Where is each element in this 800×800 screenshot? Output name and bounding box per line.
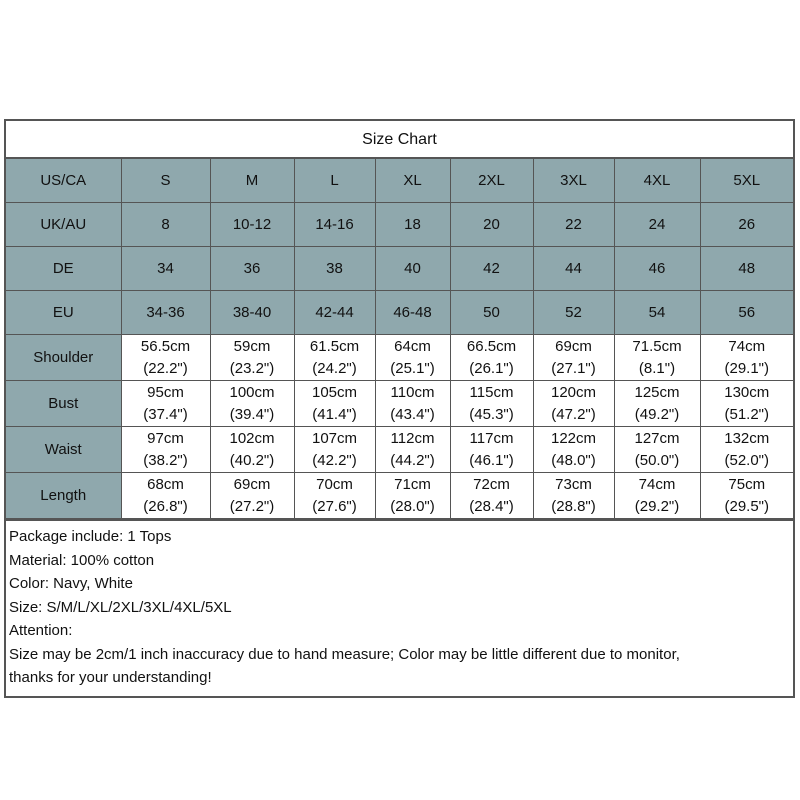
size-cell: 42 <box>450 247 533 291</box>
inch-value: (28.0") <box>390 497 435 515</box>
inch-value: (39.4") <box>229 405 275 423</box>
size-cell: 48 <box>700 247 793 291</box>
measure-cell <box>533 381 614 427</box>
cm-value: 132cm <box>724 429 770 447</box>
size-row-uk-au <box>6 203 793 247</box>
row-label: Bust <box>6 381 121 427</box>
size-cell: 5XL <box>700 159 793 203</box>
measure-cell <box>533 427 614 473</box>
inch-value: (43.4") <box>390 405 435 423</box>
cm-value: 117cm <box>469 429 514 447</box>
size-cell: 20 <box>450 203 533 247</box>
note-line: Material: 100% cotton <box>9 551 155 569</box>
size-cell: 4XL <box>614 159 700 203</box>
measure-row-bust <box>6 381 793 427</box>
cm-value: 127cm <box>634 429 680 447</box>
measure-cell <box>700 473 793 519</box>
measure-cell <box>450 381 533 427</box>
inch-value: (25.1") <box>390 359 435 377</box>
cm-value: 71cm <box>394 475 431 493</box>
cm-value: 74cm <box>638 475 676 493</box>
cm-value: 120cm <box>550 383 597 401</box>
size-table <box>6 159 793 519</box>
inch-value: (8.1") <box>638 359 676 377</box>
row-label: DE <box>6 247 121 291</box>
size-cell: 44 <box>533 247 614 291</box>
measure-cell <box>614 381 700 427</box>
inch-value: (48.0") <box>551 451 596 469</box>
cm-value: 56.5cm <box>140 337 191 355</box>
measure-cell <box>294 381 375 427</box>
measure-cell <box>121 427 210 473</box>
inch-value: (46.1") <box>469 451 514 469</box>
measure-cell <box>533 335 614 381</box>
measure-cell <box>294 473 375 519</box>
cm-value: 100cm <box>229 383 275 401</box>
inch-value: (52.0") <box>724 451 769 469</box>
inch-value: (29.2") <box>634 497 680 515</box>
size-cell: 3XL <box>533 159 614 203</box>
row-label: UK/AU <box>6 203 121 247</box>
measure-cell <box>700 381 793 427</box>
inch-value: (22.2") <box>143 359 188 377</box>
measure-cell <box>450 427 533 473</box>
row-label: Length <box>6 473 121 519</box>
cm-value: 97cm <box>147 429 184 447</box>
inch-value: (27.2") <box>229 497 275 515</box>
size-cell: 40 <box>375 247 450 291</box>
size-cell: 46 <box>614 247 700 291</box>
note-line: Size: S/M/L/XL/2XL/3XL/4XL/5XL <box>9 598 232 616</box>
cm-value: 64cm <box>394 337 431 355</box>
note-line: Package include: 1 Tops <box>9 528 172 545</box>
cm-value: 69cm <box>555 337 592 355</box>
size-cell: 8 <box>121 203 210 247</box>
measure-cell <box>614 473 700 519</box>
inch-value: (42.2") <box>312 451 357 469</box>
size-cell: 34-36 <box>121 291 210 335</box>
note-line: thanks for your understanding! <box>9 669 212 686</box>
cm-value: 110cm <box>390 383 435 401</box>
inch-value: (26.1") <box>469 359 514 377</box>
size-cell: 10-12 <box>210 203 294 247</box>
measure-cell <box>375 427 450 473</box>
cm-value: 122cm <box>550 429 597 447</box>
cm-value: 102cm <box>229 429 275 447</box>
size-cell: 24 <box>614 203 700 247</box>
measure-row-shoulder <box>6 335 793 381</box>
size-cell: 36 <box>210 247 294 291</box>
measure-cell <box>700 335 793 381</box>
size-cell: 2XL <box>450 159 533 203</box>
cm-value: 115cm <box>469 383 514 401</box>
measure-cell <box>210 335 294 381</box>
size-chart <box>4 119 795 698</box>
cm-value: 69cm <box>233 475 271 493</box>
size-cell: 18 <box>375 203 450 247</box>
cm-value: 61.5cm <box>309 337 360 355</box>
size-cell: 42-44 <box>294 291 375 335</box>
cm-value: 105cm <box>311 383 358 401</box>
measure-cell <box>121 335 210 381</box>
size-cell: 56 <box>700 291 793 335</box>
size-row-eu <box>6 291 793 335</box>
row-label: Waist <box>6 427 121 473</box>
inch-value: (28.4") <box>469 497 514 515</box>
row-label: US/CA <box>6 159 121 203</box>
note-line: Size may be 2cm/1 inch inaccuracy due to hand measure; Color may be little different due to monitor, <box>9 645 680 663</box>
measure-cell <box>210 427 294 473</box>
measure-cell <box>375 381 450 427</box>
cm-value: 66.5cm <box>466 337 517 355</box>
note-line: Color: Navy, White <box>9 575 133 592</box>
inch-value: (44.2") <box>390 451 435 469</box>
cm-value: 74cm <box>728 337 766 355</box>
product-notes <box>6 519 793 690</box>
measure-cell <box>614 427 700 473</box>
inch-value: (23.2") <box>229 359 275 377</box>
measure-row-waist <box>6 427 793 473</box>
cm-value: 68cm <box>147 475 184 493</box>
row-label: Shoulder <box>6 335 121 381</box>
inch-value: (50.0") <box>634 451 680 469</box>
measure-cell <box>375 473 450 519</box>
size-cell: 50 <box>450 291 533 335</box>
size-cell: 22 <box>533 203 614 247</box>
size-cell: 46-48 <box>375 291 450 335</box>
measure-cell <box>450 335 533 381</box>
size-cell: 38 <box>294 247 375 291</box>
size-row-us-ca <box>6 159 793 203</box>
measure-cell <box>121 381 210 427</box>
size-cell: XL <box>375 159 450 203</box>
cm-value: 71.5cm <box>632 337 682 355</box>
inch-value: (27.1") <box>551 359 596 377</box>
measure-cell <box>294 427 375 473</box>
cm-value: 75cm <box>728 475 766 493</box>
inch-value: (51.2") <box>724 405 769 423</box>
size-cell: 52 <box>533 291 614 335</box>
cm-value: 72cm <box>473 475 510 493</box>
size-cell: 34 <box>121 247 210 291</box>
size-cell: 26 <box>700 203 793 247</box>
cm-value: 130cm <box>724 383 770 401</box>
inch-value: (24.2") <box>312 359 357 377</box>
measure-cell <box>210 381 294 427</box>
measure-cell <box>700 427 793 473</box>
measure-cell <box>210 473 294 519</box>
cm-value: 107cm <box>311 429 358 447</box>
row-label: EU <box>6 291 121 335</box>
inch-value: (41.4") <box>312 405 357 423</box>
inch-value: (26.8") <box>143 497 188 515</box>
size-cell: 38-40 <box>210 291 294 335</box>
inch-value: (37.4") <box>143 405 188 423</box>
cm-value: 125cm <box>634 383 680 401</box>
size-row-de <box>6 247 793 291</box>
chart-title: Size Chart <box>6 121 793 159</box>
inch-value: (40.2") <box>229 451 275 469</box>
inch-value: (47.2") <box>551 405 596 423</box>
inch-value: (49.2") <box>634 405 680 423</box>
measure-cell <box>614 335 700 381</box>
cm-value: 73cm <box>555 475 592 493</box>
measure-cell <box>533 473 614 519</box>
size-cell: S <box>121 159 210 203</box>
size-cell: 14-16 <box>294 203 375 247</box>
size-cell: L <box>294 159 375 203</box>
cm-value: 112cm <box>390 429 435 447</box>
inch-value: (27.6") <box>312 497 357 515</box>
inch-value: (28.8") <box>551 497 596 515</box>
size-cell: 54 <box>614 291 700 335</box>
measure-cell <box>375 335 450 381</box>
measure-cell <box>450 473 533 519</box>
size-cell: M <box>210 159 294 203</box>
cm-value: 95cm <box>147 383 184 401</box>
inch-value: (38.2") <box>143 451 188 469</box>
cm-value: 70cm <box>316 475 353 493</box>
inch-value: (45.3") <box>469 405 514 423</box>
inch-value: (29.5") <box>724 497 769 515</box>
measure-cell <box>121 473 210 519</box>
measure-row-length <box>6 473 793 519</box>
cm-value: 59cm <box>233 337 271 355</box>
inch-value: (29.1") <box>724 359 769 377</box>
measure-cell <box>294 335 375 381</box>
note-line: Attention: <box>9 622 73 639</box>
